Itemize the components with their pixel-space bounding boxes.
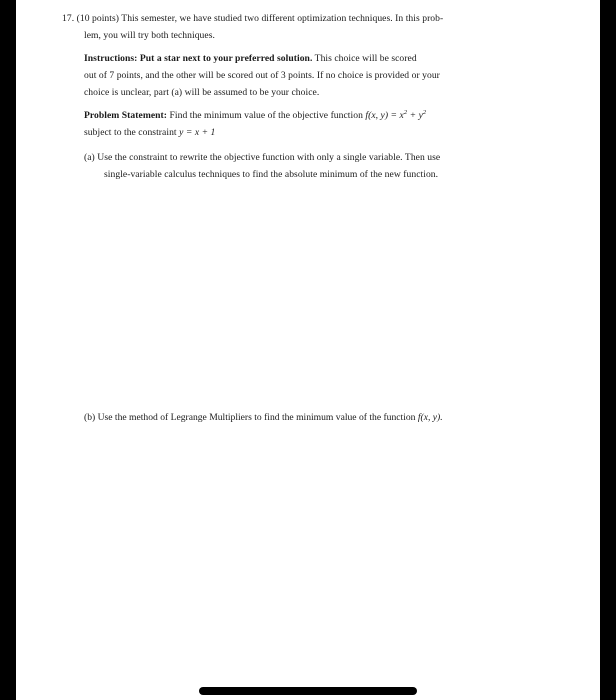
problem-intro <box>62 10 538 27</box>
problem-points: (10 points) <box>76 13 119 24</box>
instructions-text-line1: This choice will be scored <box>314 53 417 64</box>
objective-function: f(x, $y) = x^2 + y^2$ <box>365 108 427 121</box>
part-a-line1: Use the constraint to rewrite the objective function with only a single variable. Then use <box>97 152 441 163</box>
problem-intro-line1: This semester, we have studied two different optimization techniques. In this prob- <box>121 13 444 24</box>
instructions-label: Instructions: Put a star next to your preferred solution. <box>84 53 313 64</box>
instructions-text-line3: choice is unclear, part (a) will be assumed to be your choice. <box>84 87 320 98</box>
problem-content <box>62 10 538 183</box>
part-a <box>62 149 538 183</box>
part-a-label: (a) <box>84 152 95 163</box>
constraint-text: subject to the constraint <box>84 127 177 138</box>
problem-intro-continued <box>62 27 538 44</box>
home-indicator-bar[interactable] <box>199 687 417 695</box>
instructions-paragraph <box>62 50 538 101</box>
statement-text: Find the minimum value of the objective function <box>169 110 363 121</box>
instructions-text-line2: out of 7 points, and the other will be scored out of 3 points. If no choice is provided or your <box>84 70 440 81</box>
part-b-function: f(x, y). <box>417 412 443 423</box>
part-a-line2: single-variable calculus techniques to find the absolute minimum of the new function. <box>104 169 439 180</box>
problem-statement <box>62 107 538 141</box>
part-b <box>62 409 538 426</box>
statement-label: Problem Statement: <box>84 110 168 121</box>
problem-number: 17. <box>62 13 75 24</box>
part-b-label: (b) <box>84 412 96 423</box>
constraint-expression: y = x + 1 <box>179 127 216 138</box>
problem-intro-line2: lem, you will try both techniques. <box>84 30 215 41</box>
part-b-text: Use the method of Legrange Multipliers to find the minimum value of the function <box>97 412 416 423</box>
